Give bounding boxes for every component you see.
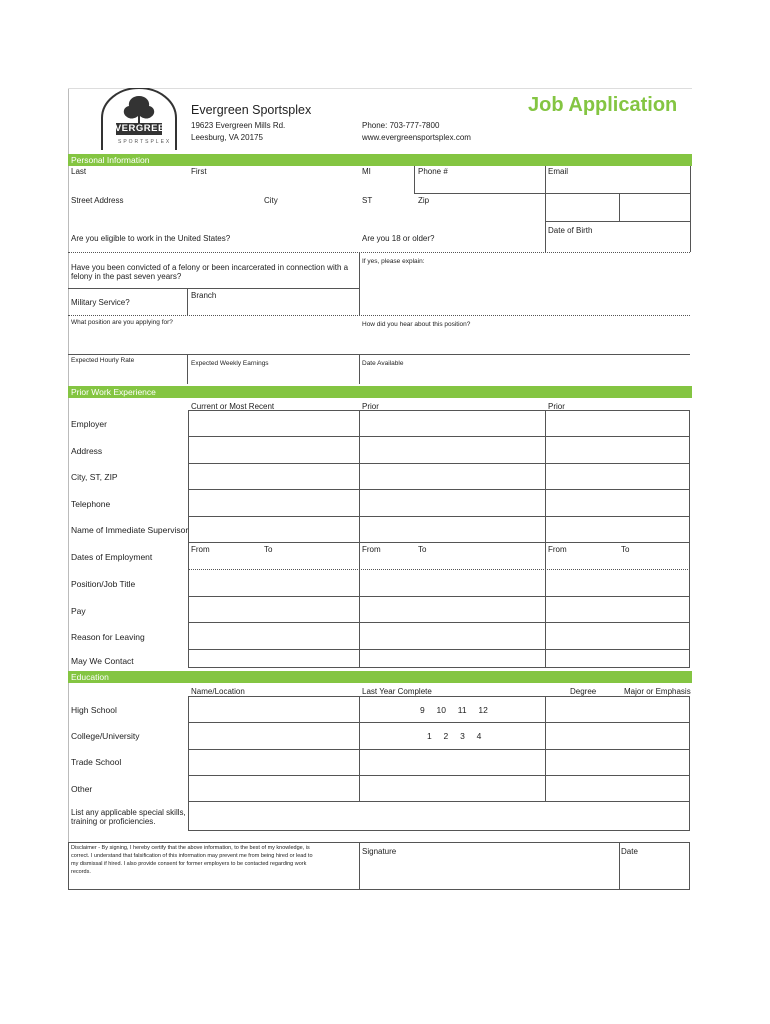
work-col-current: Current or Most Recent xyxy=(191,402,275,411)
label-to: To xyxy=(621,545,630,554)
label-dob: Date of Birth xyxy=(548,226,593,235)
section-title-personal: Personal Information xyxy=(71,155,150,165)
phone-input[interactable] xyxy=(416,177,542,191)
section-bar-work xyxy=(68,386,692,398)
company-address-line2: Leesburg, VA 20175 xyxy=(191,133,263,142)
position-input[interactable] xyxy=(70,330,356,352)
disclaimer-line1: Disclaimer - By signing, I hereby certify that the above information, to the best of my knowledge, is xyxy=(71,845,310,851)
edu-row-trade: Trade School xyxy=(71,757,122,767)
label-date: Date xyxy=(621,847,638,856)
label-street: Street Address xyxy=(71,196,124,205)
label-to: To xyxy=(264,545,273,554)
label-from: From xyxy=(362,545,381,554)
section-bar-personal xyxy=(68,154,692,166)
label-from: From xyxy=(191,545,210,554)
divider xyxy=(188,436,690,437)
work-row-telephone: Telephone xyxy=(71,499,111,509)
divider xyxy=(188,489,690,490)
label-eligible: Are you eligible to work in the United States? xyxy=(71,234,231,243)
label-from: From xyxy=(548,545,567,554)
date-input[interactable] xyxy=(621,858,688,888)
label-position: What position are you applying for? xyxy=(71,319,173,326)
label-hear: How did you hear about this position? xyxy=(362,321,471,328)
divider xyxy=(188,596,690,597)
college-years-options[interactable]: 1 2 3 4 xyxy=(427,731,482,741)
edu-row-high-school: High School xyxy=(71,705,117,715)
label-skills-line2: training or proficiencies. xyxy=(71,817,156,826)
edu-col-degree: Degree xyxy=(570,687,597,696)
label-felony-line1: Have you been convicted of a felony or been incarcerated in connection with a xyxy=(71,263,349,272)
divider xyxy=(68,252,690,253)
last-name-input[interactable] xyxy=(70,177,188,191)
divider xyxy=(359,354,360,384)
available-input[interactable] xyxy=(361,369,687,382)
divider xyxy=(188,722,690,723)
divider xyxy=(545,221,690,222)
city-input[interactable] xyxy=(262,206,358,220)
street-input[interactable] xyxy=(70,206,260,220)
label-skills-line1: List any applicable special skills, xyxy=(71,808,186,817)
divider xyxy=(545,410,546,668)
label-zip: Zip xyxy=(418,196,430,205)
work-grid xyxy=(188,410,690,668)
work-row-city: City, ST, ZIP xyxy=(71,472,118,482)
label-mi: MI xyxy=(362,167,371,176)
work-row-address: Address xyxy=(71,446,103,456)
edu-col-major: Major or Emphasis xyxy=(624,687,691,696)
work-row-dates: Dates of Employment xyxy=(71,552,153,562)
work-row-contact: May We Contact xyxy=(71,656,134,666)
email-input[interactable] xyxy=(547,177,687,191)
divider xyxy=(619,193,620,221)
divider xyxy=(68,315,690,316)
divider xyxy=(359,253,360,315)
label-signature: Signature xyxy=(362,847,397,856)
edu-col-last-year: Last Year Complete xyxy=(362,687,432,696)
divider xyxy=(359,410,360,668)
label-first: First xyxy=(191,167,207,176)
label-branch: Branch xyxy=(191,291,217,300)
page-border-left xyxy=(68,88,69,888)
section-title-education: Education xyxy=(71,672,109,682)
label-weekly: Expected Weekly Earnings xyxy=(191,360,269,367)
divider xyxy=(68,288,359,289)
divider xyxy=(187,354,188,384)
form-title: Job Application xyxy=(528,94,678,116)
divider xyxy=(188,649,690,650)
first-name-input[interactable] xyxy=(190,177,358,191)
divider xyxy=(414,166,415,193)
company-logo xyxy=(98,88,180,152)
divider xyxy=(414,193,690,194)
work-row-employer: Employer xyxy=(71,419,107,429)
disclaimer-line2: correct. I understand that falsification of this information may prevent me from being hired or lead to xyxy=(71,853,313,859)
divider xyxy=(619,842,620,890)
dob-input[interactable] xyxy=(547,237,687,250)
signature-input[interactable] xyxy=(361,858,617,888)
branch-input[interactable] xyxy=(189,301,357,313)
divider xyxy=(188,622,690,623)
work-row-pay: Pay xyxy=(71,606,86,616)
company-address-line1: 19623 Evergreen Mills Rd. xyxy=(191,121,286,130)
label-available: Date Available xyxy=(362,360,404,367)
divider xyxy=(68,354,690,355)
disclaimer-line4: records. xyxy=(71,869,91,875)
work-col-prior-2: Prior xyxy=(548,402,565,411)
company-phone: Phone: 703-777-7800 xyxy=(362,121,440,130)
divider xyxy=(188,516,690,517)
logo-subtext: SPORTSPLEX xyxy=(118,139,172,145)
label-age: Are you 18 or older? xyxy=(362,234,435,243)
label-last: Last xyxy=(71,167,87,176)
divider xyxy=(188,749,690,750)
divider xyxy=(187,288,188,315)
edu-row-other: Other xyxy=(71,784,93,794)
company-website[interactable]: www.evergreensportsplex.com xyxy=(362,133,471,142)
weekly-input[interactable] xyxy=(189,369,357,382)
zip-input[interactable] xyxy=(416,206,542,220)
work-row-position: Position/Job Title xyxy=(71,579,136,589)
label-explain: If yes, please explain: xyxy=(362,258,425,265)
section-title-work: Prior Work Experience xyxy=(71,387,156,397)
label-felony-line2: felony in the past seven years? xyxy=(71,272,182,281)
label-email: Email xyxy=(548,167,569,176)
edu-col-name: Name/Location xyxy=(191,687,245,696)
hourly-input[interactable] xyxy=(70,367,185,382)
divider xyxy=(188,569,690,570)
work-prior2-employer-input[interactable] xyxy=(547,412,688,435)
divider xyxy=(545,166,546,252)
label-to: To xyxy=(418,545,427,554)
hear-input[interactable] xyxy=(361,332,687,352)
work-row-supervisor: Name of Immediate Supervisor xyxy=(71,525,189,535)
label-military: Military Service? xyxy=(71,298,130,307)
hs-years-options[interactable]: 9 10 11 12 xyxy=(420,705,488,715)
work-prior1-employer-input[interactable] xyxy=(361,412,543,435)
company-name: Evergreen Sportsplex xyxy=(191,103,312,117)
label-st: ST xyxy=(362,196,373,205)
logo-text: EVERGREEN xyxy=(108,123,173,134)
skills-input[interactable] xyxy=(188,802,690,831)
work-col-prior-1: Prior xyxy=(362,402,379,411)
section-bar-education xyxy=(68,671,692,683)
edu-row-college: College/University xyxy=(71,731,140,741)
disclaimer-line3: my dismissal if hired. I also provide consent for former employers to be contacted regarding work xyxy=(71,861,307,867)
divider xyxy=(188,542,690,543)
work-current-employer-input[interactable] xyxy=(190,412,357,435)
label-hourly: Expected Hourly Rate xyxy=(71,357,135,364)
work-row-reason: Reason for Leaving xyxy=(71,632,145,642)
explain-input[interactable] xyxy=(361,268,687,312)
divider xyxy=(690,166,691,252)
divider xyxy=(188,775,690,776)
divider xyxy=(188,463,690,464)
label-city: City xyxy=(264,196,278,205)
label-phone: Phone # xyxy=(418,167,448,176)
divider xyxy=(359,842,360,890)
